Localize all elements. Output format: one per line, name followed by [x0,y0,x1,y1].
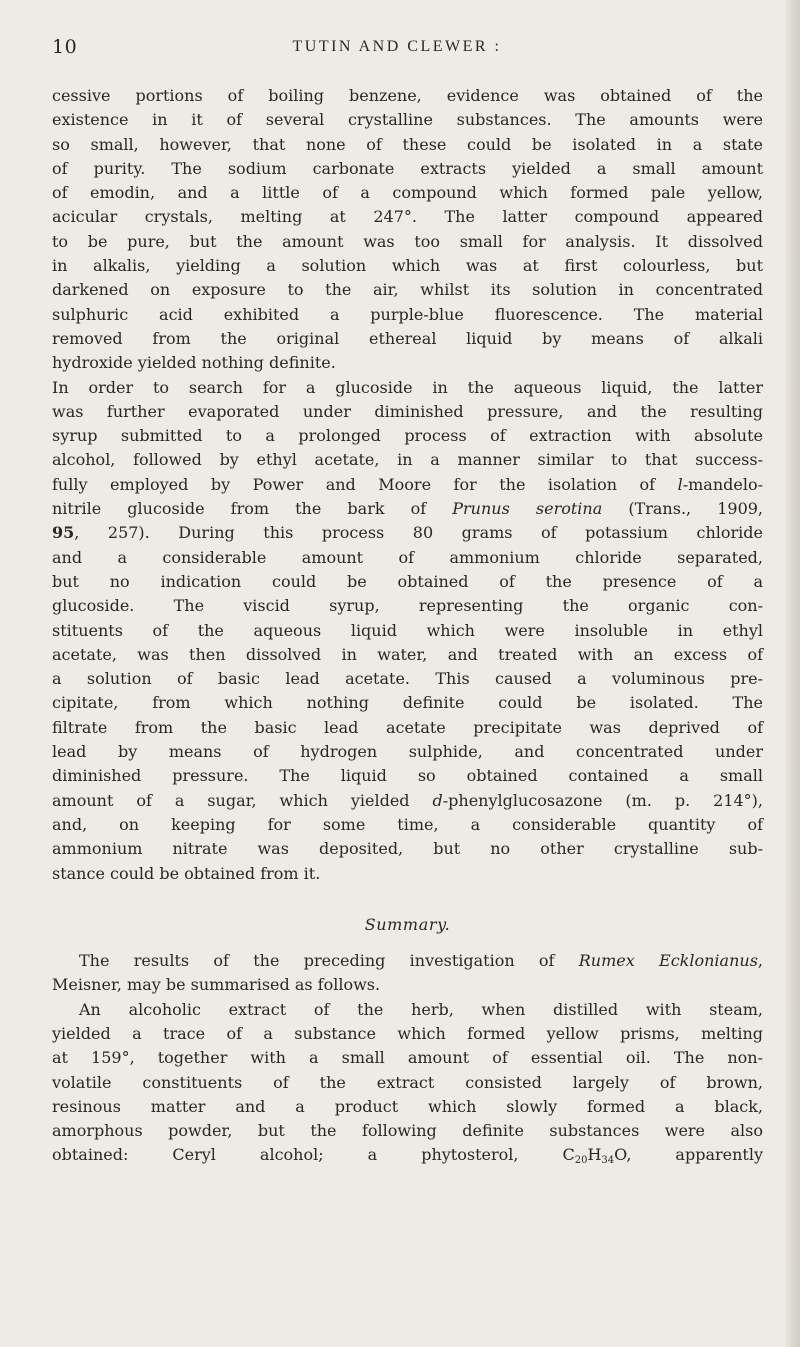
text-line: and a considerable amount of ammonium chloride separated, [52,547,763,567]
text-line: The results of the preceding investigation of Rumex Ecklonianus, [79,951,764,971]
text-line: volatile constituents of the extract consisted largely of brown, [52,1072,763,1092]
text-line: glucoside. The viscid syrup, representing the organic con- [52,596,763,616]
text-line: resinous matter and a product which slowly formed a black, [52,1096,763,1116]
text-line: so small, however, that none of these could be isolated in a state [52,134,763,154]
text-line: fully employed by Power and Moore for the isolation of l-mandelo- [52,474,763,494]
text-line: syrup submitted to a prolonged process of extraction with absolute [52,426,763,446]
text-line: but no indication could be obtained of the presence of a [52,571,763,591]
text-line: diminished pressure. The liquid so obtained contained a small [52,766,763,786]
text-line: of purity. The sodium carbonate extracts yielded a small amount [52,158,763,178]
text-line: of emodin, and a little of a compound which formed pale yellow, [52,183,763,203]
text-line: acetate, was then dissolved in water, and treated with an excess of [52,644,763,664]
text-line: removed from the original ethereal liquid by means of alkali [52,328,763,348]
paragraph-2 [52,376,763,886]
text-line: obtained: Ceryl alcohol; a phytosterol, $C_{20}H_{34}O$, apparently [52,1145,763,1167]
text-line: alcohol, followed by ethyl acetate, in a manner similar to that success- [52,450,763,470]
text-line: cipitate, from which nothing definite could be isolated. The [52,693,763,713]
paragraph-1 [52,84,763,376]
text-line: sulphuric acid exhibited a purple-blue fluorescence. The material [52,304,763,324]
text-line: and, on keeping for some time, a considerable quantity of [52,814,763,834]
text-line: was further evaporated under diminished pressure, and the resulting [52,401,763,421]
page-header [52,36,742,58]
text-line: darkened on exposure to the air, whilst its solution in concentrated [52,280,763,300]
text-line: cessive portions of boiling benzene, evidence was obtained of the [52,86,763,105]
text-line: a solution of basic lead acetate. This caused a voluminous pre- [52,669,763,689]
body-text [52,84,763,1168]
text-line: hydroxide yielded nothing definite. [52,353,336,373]
text-line: 95, 257). During this process 80 grams of potassium chloride [52,523,763,543]
text-line: at 159°, together with a small amount of essential oil. The non- [52,1048,763,1068]
text-line: existence in it of several crystalline substances. The amounts were [52,110,763,130]
text-line: ammonium nitrate was deposited, but no other crystalline sub- [52,839,763,859]
page-edge-shadow [786,0,800,1347]
text-line: to be pure, but the amount was too small for analysis. It dissolved [52,231,763,251]
text-line: Meisner, may be summarised as follows. [52,975,381,995]
text-line: yielded a trace of a substance which formed yellow prisms, melting [52,1023,763,1043]
section-heading: Summary. [364,914,451,934]
paragraph-4 [52,998,763,1168]
text-line: An alcoholic extract of the herb, when distilled with steam, [79,999,763,1019]
text-line: lead by means of hydrogen sulphide, and concentrated under [52,742,763,762]
text-line: stituents of the aqueous liquid which were insoluble in ethyl [52,620,763,640]
text-line: in alkalis, yielding a solution which was at first colourless, but [52,256,763,276]
page-number: 10 [52,36,78,58]
text-line: stance could be obtained from it. [52,863,321,883]
text-line: In order to search for a glucoside in the aqueous liquid, the latter [52,377,763,397]
text-line: amount of a sugar, which yielded d-phenylglucosazone (m. p. 214°), [52,790,764,810]
running-head: TUTIN AND CLEWER : [292,38,502,55]
text-line: nitrile glucoside from the bark of Prunus serotina (Trans., 1909, [52,499,764,519]
text-line: acicular crystals, melting at 247°. The latter compound appeared [52,207,763,227]
text-line: filtrate from the basic lead acetate precipitate was deprived of [52,717,763,737]
paragraph-3 [52,949,763,998]
text-line: amorphous powder, but the following definite substances were also [52,1121,763,1141]
